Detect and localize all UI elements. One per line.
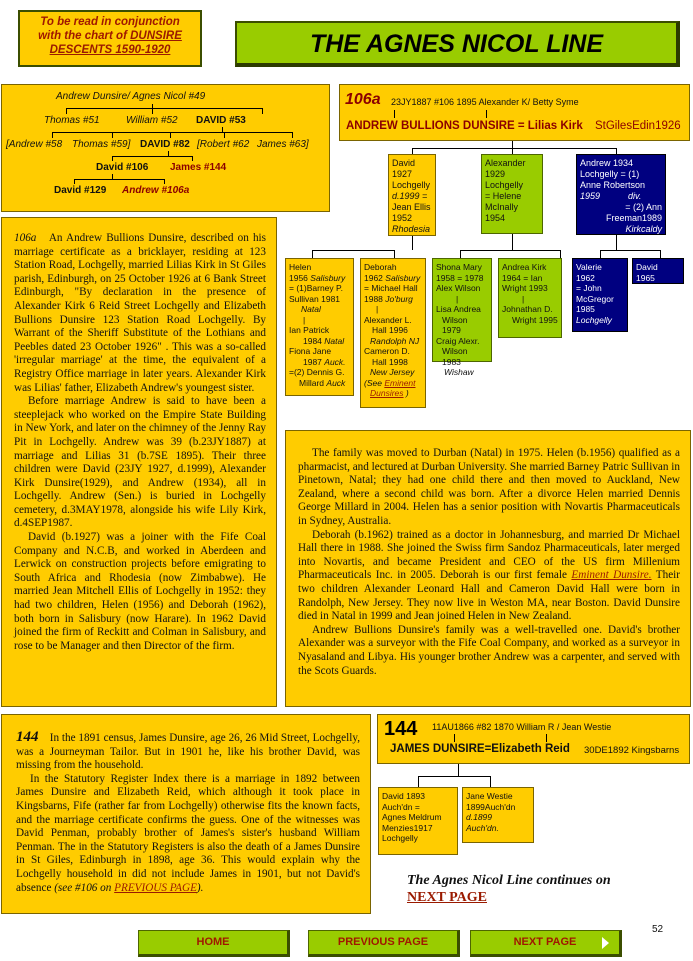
tree-william-52: William #52 [126,115,178,126]
previous-page-button[interactable]: PREVIOUS PAGE [308,930,460,957]
child-andrea-1964: Andrea Kirk 1964 = Ian Wright 1993 | Johnathan D. Wright 1995 [498,258,562,338]
next-page-label: NEXT PAGE [513,936,577,948]
text-144-p1: In the 1891 census, James Dunsire, age 26, 26 Mid Street, Lochgelly, was a Journeyman Tailor. But in 1901 he, like his brother David, was missing from the household. [16,732,360,772]
next-page-link[interactable]: NEXT PAGE [407,890,487,905]
text-144-lead: 144 [16,729,39,745]
tree-james-63: James #63] [257,139,309,150]
tree-thomas-59: Thomas #59] [72,139,131,150]
text-144: 144 In the 1891 census, James Dunsire, age 26, 26 Mid Street, Lochgelly, was a Journeyman Tailor. But in 1901 he, like his brother David, was missing from the household. In the Statutory Register Index there is a marriage in 1892 between James Dunsire and Elizabeth Reid, which although it took place in Kingsbarns, Fife (rather far from Lochgelly) otherwise fits the known facts, and the marriage certificate confirms the guess. One of the witnesses was David Penman, probably brother of James's sister's husband William Penman. The in the Statutory Registers is also the death of a James Dunsire in St Giles, Edinburgh in 1898, age 36. This would explain why the Lochgelly household in did not include James in 1901, but not David's absence (see #106 on PREVIOUS PAGE). [1,714,371,914]
continues-note [407,872,687,906]
tree-david-82: DAVID #82 [140,139,190,150]
next-page-button[interactable] [470,930,622,957]
child-valerie-1962: Valerie 1962 = John McGregor 1985 Lochgelly [572,258,628,332]
text-106a-p2: Before marriage Andrew is said to have been a steeplejack who worked on the Empire State Building in New York, and later on the chimney of the Jenny Ray Pit in Lochgelly. Andrew was 39 (b.23JY1887) at marriage and Lilias 31 (b.7SE 1895). Their three children were David (23JY 1927, d.1999), Alexander Kirk Dunsire(1929), and Andrew (1934), all in Lochgelly. Andrew (Sen.) is buried in Lochgelly cemetery, d.3MAY1978, alongside his wife Lily Kirk, d.4SEP1987. [14,395,266,530]
header-144 [377,714,690,764]
text-106a-p3: David (b.1927) was a joiner with the Fife Coal Company and N.C.B, and worked in Aberdeen and Lerwick on construction projects before emigrating to South Africa and Rhodesia (now Zimbabwe). He married Jean Mitchell Ellis of Lochgelly in 1952: they had two children, Helen (1956) and Deborah (1962), both born in Salisbury (now Harare). In 1962 David joined the firm of Reckitt and Colman in Salisbury, and rose to be Manager and then Director of the firm. [14,531,266,652]
text-family-p2b: Their two children Alexander Leonard Hall and Cameron David Hall were born in Randolph, New Jersey. They now live in Weston MA, near Boston. David Dunsire died in Natal in 1999 and Jean joined Helen in New Zealand. [298,569,680,623]
notice-line-1: To be read in conjunction [40,16,180,28]
next-arrow-icon [602,937,609,949]
header-106a-num: 106a [345,91,381,108]
child-jane-1899: Jane Westie 1899Auch'dn d.1899 Auch'dn. [462,787,534,843]
child-shona-1958: Shona Mary 1958 = 1978 Alex Wilson | Lisa Andrea Wilson 1979 Craig Alexr. Wilson 1983 Wishaw [432,258,492,362]
page-title: THE AGNES NICOL LINE [309,30,604,58]
notice-line-2: with the chart of [38,30,131,42]
tree-james-144: James #144 [170,162,227,173]
tree-andrew-58: [Andrew #58 [6,139,63,150]
header-106a-birth: 23JY1887 #106 1895 Alexander K/ Betty Syme [391,97,579,107]
header-144-name: JAMES DUNSIRE=Elizabeth Reid [390,743,570,755]
notice-box [18,10,202,67]
eminent-dunsire-link[interactable]: Eminent Dunsire. [571,569,652,582]
child-david-1927: David 1927 Lochgelly d.1999 = Jean Ellis 1952 Rhodesia [388,154,436,236]
tree-david-53: DAVID #53 [196,115,246,126]
dunsire-link[interactable]: DUNSIRE [130,30,182,42]
tree-root: Andrew Dunsire/ Agnes Nicol #49 [56,91,206,102]
tree-andrew-106a: Andrew #106a [122,185,190,196]
child-helen-1956: Helen 1956 Salisbury = (1)Barney P. Sullivan 1981 Natal | Ian Patrick 1984 Natal Fiona Jane 1987 Auck. =(2) Dennis G. Millard Auck [285,258,354,396]
text-144-p2a: In the Statutory Register Index there is a marriage in 1892 between James Dunsire and Elizabeth Reid, which although it took place in Kingsbarns, Fife (rather far from Lochgelly) otherwise fits the known facts, and the marriage certificate confirms the guess. One of the witnesses was David Penman, probably brother of James's sister's husband William Penman. The in the Statutory Registers is also the death of a James Dunsire in St Giles, Edinburgh in 1898, age 36. This would explain why the Lochgelly household in did not include James in 1901, but not David's absence [16,772,360,894]
tree-robert-62: [Robert #62 [197,139,250,150]
header-144-num: 144 [384,718,418,740]
child-andrew-1934: Andrew 1934 Lochgelly = (1) Anne Robertson 1959 div. = (2) Ann Freeman1989 Kirkcaldy [576,154,666,235]
text-family-p2a: Deborah (b.1962) trained as a doctor in Johannesburg, and married Dr Michael Hall there in 1988. She joined the Swiss firm Sandoz Pharmaceuticals, later merged into Novartis, and became President and CEO of the US firm Millenium Pharmaceuticals Inc. in 2005. Deborah is our first female [298,528,680,582]
dunsires-link[interactable]: Dunsires [370,388,404,398]
family-tree [1,84,330,212]
descents-link[interactable]: DESCENTS 1590-1920 [49,44,171,56]
header-144-birth: 11AU1866 #82 1870 William R / Jean Westie [432,722,612,732]
child-david-1893: David 1893 Auch'dn = Agnes Meldrum Menzies1917 Lochgelly [378,787,458,855]
title-box [235,21,680,67]
previous-page-inline-link[interactable]: PREVIOUS PAGE [114,881,197,894]
child-david-1965: David 1965 [632,258,684,284]
continues-text: The Agnes Nicol Line continues on [407,873,611,888]
text-106a-lead: 106a [14,232,37,244]
header-144-place: 30DE1892 Kingsbarns [584,745,680,756]
header-106a [339,84,690,141]
header-106a-name: ANDREW BULLIONS DUNSIRE = Lilias Kirk [346,120,583,132]
home-button[interactable]: HOME [138,930,290,957]
child-deborah-1962: Deborah 1962 Salisbury = Michael Hall 1988 Jo'burg | Alexander L. Hall 1996 Randolph NJ Cameron D. Hall 1998 New Jersey (See Eminent Dunsires ) [360,258,426,408]
eminent-link[interactable]: Eminent [384,377,416,388]
text-family-p3: Andrew Bullions Dunsire's family was a well-travelled one. David's brother Alexander was a surveyor with the Fife Coal Company, and worked as a surveyor in Nyasaland and Libya. His younger brother Andrew was a carpenter, and served with the Scots Guards. [298,623,680,677]
text-family [285,430,691,707]
page-number: 52 [652,924,664,935]
tree-david-129: David #129 [54,185,107,196]
text-106a [1,217,277,707]
text-family-p1: The family was moved to Durban (Natal) in 1975. Helen (b.1956) qualified as a pharmacist, and lectured at Durban University. She married Barney Patric Sullivan in Pinetown, Natal; they had one child there and then moved to Auckland, New Zealand, where a second child was born. After a divorce Helen married Dennis George Millard in 2004. Helen has a senior position with Novartis Pharmaceuticals in Sydney, Australia. [298,447,680,527]
header-106a-place: StGilesEdin1926 [595,120,681,132]
tree-thomas-51: Thomas #51 [44,115,100,126]
text-106a-p1: An Andrew Bullions Dunsire, described on his marriage certificate as a bricklayer, residing at 123 Station Road, Lochgelly, married Lilias Kirk in St Giles parish, Edinburgh, on 25 October 1926 at 6 Bank Street Edinburgh, "By declaration in the presence of Alexander Kirk 6 Reid Street Lochgelly and Elizabeth Bullions Dunsire 123 Station Road Lochgelly. By Warrant of the Sheriff Substitute of the Lothians and Peebles dated 23 October 1926" . This was a so-called 'irregular marriage' at the time, the equivalent of a Registry Office marriage in later years. Alexander Kirk was Lilias' father, Elizabeth Andrew's youngest sister. [14,232,267,394]
child-alexander-1929: Alexander 1929 Lochgelly = Helene McInally 1954 [481,154,543,234]
tree-david-106: David #106 [96,162,149,173]
